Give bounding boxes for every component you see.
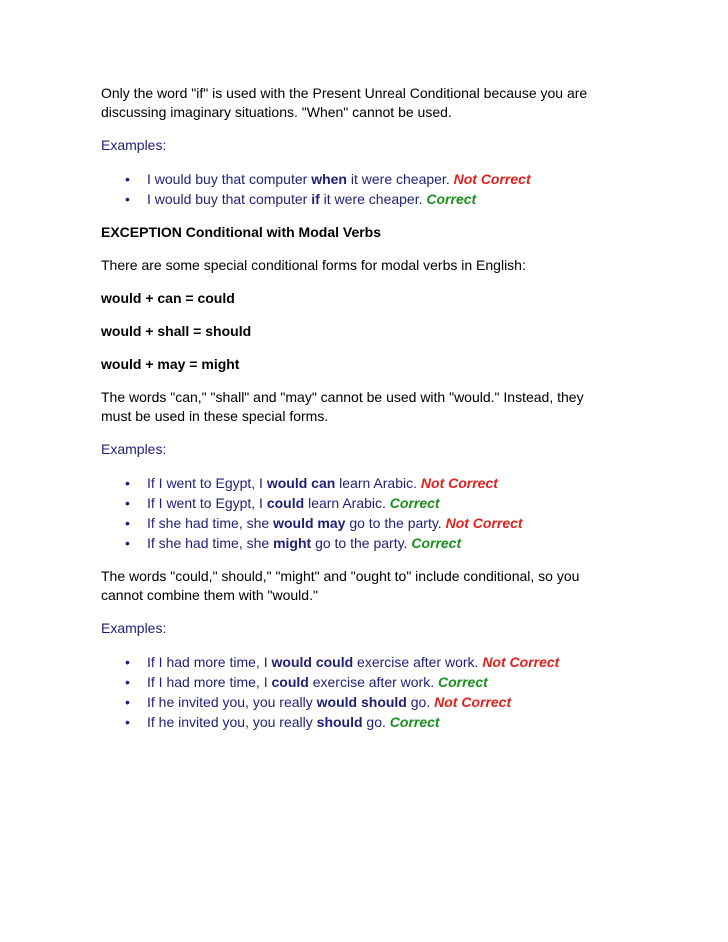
example-text: exercise after work. [353, 654, 483, 670]
list-item [101, 712, 621, 732]
example-text: go to the party. [311, 535, 412, 551]
correct-label: Correct [411, 535, 462, 551]
bullet-icon: • [125, 495, 130, 511]
intro-paragraph [101, 84, 621, 122]
bullet-icon: • [125, 515, 130, 531]
example-text: it were cheaper. [319, 191, 427, 207]
example-text: If he invited you, you really [147, 694, 317, 710]
document-page [101, 84, 621, 746]
example-text: exercise after work. [308, 674, 438, 690]
words-line-2: must be used in these special forms. [101, 408, 329, 424]
rule-may-might: would + may = might [101, 356, 240, 372]
example-text: I would buy that computer [147, 191, 312, 207]
example-highlight: when [311, 171, 347, 187]
example-text: If she had time, she [147, 535, 274, 551]
example-highlight: would could [271, 654, 354, 670]
example-highlight: might [273, 535, 312, 551]
bullet-icon: • [125, 674, 130, 690]
example-highlight: could [266, 495, 305, 511]
example-highlight: should [316, 714, 363, 730]
intro-line-2: discussing imaginary situations. "When" cannot be used. [101, 104, 452, 120]
example-text: If I had more time, I [147, 654, 272, 670]
example-text: If he invited you, you really [147, 714, 317, 730]
bullet-icon: • [125, 171, 130, 187]
list-item [101, 189, 621, 209]
examples-list-2 [101, 473, 621, 553]
list-item [101, 493, 621, 513]
bullet-icon: • [125, 191, 130, 207]
example-highlight: if [311, 191, 320, 207]
could-paragraph [101, 567, 621, 605]
example-highlight: would may [273, 515, 346, 531]
could-line-1: The words "could," should," "might" and "ought to" include conditional, so you [101, 568, 580, 584]
example-text: If she had time, she [147, 515, 274, 531]
words-paragraph [101, 388, 621, 426]
examples-label-2: Examples: [101, 441, 167, 457]
examples-label-3: Examples: [101, 620, 167, 636]
example-highlight: would can [266, 475, 336, 491]
correct-label: Correct [389, 714, 440, 730]
rule-can-could: would + can = could [101, 290, 235, 306]
intro-line-1: Only the word "if" is used with the Present Unreal Conditional because you are [101, 85, 588, 101]
correct-label: Correct [389, 495, 440, 511]
example-text: learn Arabic. [304, 495, 390, 511]
list-item [101, 672, 621, 692]
list-item [101, 169, 621, 189]
correct-label: Correct [438, 674, 488, 690]
list-item [101, 692, 621, 712]
bullet-icon: • [125, 654, 130, 670]
example-text: go. [406, 694, 435, 710]
example-text: go. [362, 714, 390, 730]
example-text: it were cheaper. [346, 171, 454, 187]
list-item [101, 533, 621, 553]
examples-list-1 [101, 169, 621, 209]
not-correct-label: Not Correct [420, 475, 498, 491]
rule-shall-should: would + shall = should [101, 323, 252, 339]
exception-heading: EXCEPTION Conditional with Modal Verbs [101, 224, 382, 240]
words-line-1: The words "can," "shall" and "may" cannot be used with "would." Instead, they [101, 389, 584, 405]
bullet-icon: • [125, 535, 130, 551]
not-correct-label: Not Correct [434, 694, 512, 710]
not-correct-label: Not Correct [445, 515, 523, 531]
example-text: If I went to Egypt, I [147, 475, 267, 491]
bullet-icon: • [125, 714, 130, 730]
example-highlight: would should [316, 694, 407, 710]
bullet-icon: • [125, 694, 130, 710]
could-line-2: cannot combine them with "would." [101, 587, 318, 603]
list-item [101, 652, 621, 672]
example-text: If I went to Egypt, I [147, 495, 267, 511]
example-text: learn Arabic. [335, 475, 421, 491]
examples-list-3 [101, 652, 621, 732]
modal-intro: There are some special conditional forms for modal verbs in English: [101, 257, 526, 273]
not-correct-label: Not Correct [482, 654, 560, 670]
example-text: I would buy that computer [147, 171, 312, 187]
example-text: If I had more time, I [147, 674, 272, 690]
example-text: go to the party. [345, 515, 446, 531]
example-highlight: could [271, 674, 309, 690]
correct-label: Correct [426, 191, 477, 207]
list-item [101, 473, 621, 493]
list-item [101, 513, 621, 533]
not-correct-label: Not Correct [453, 171, 531, 187]
bullet-icon: • [125, 475, 130, 491]
examples-label-1: Examples: [101, 137, 167, 153]
